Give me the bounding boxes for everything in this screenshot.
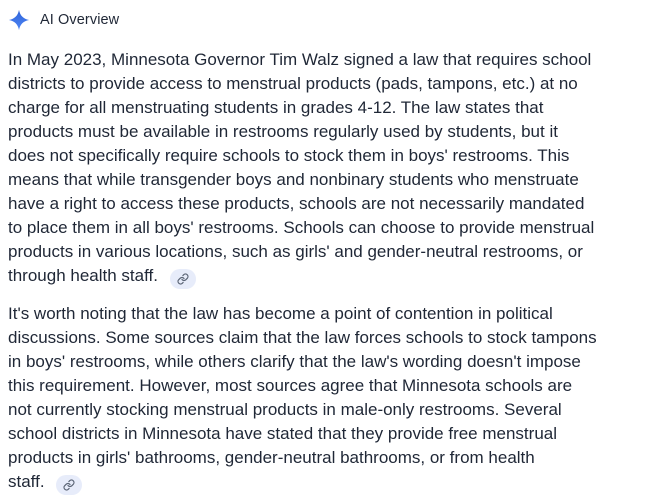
link-icon <box>63 479 75 491</box>
ai-overview-body <box>8 48 654 495</box>
paragraph-line: In May 2023, Minnesota Governor Tim Walz signed a law that requires school <box>8 50 592 69</box>
source-link-chip[interactable] <box>170 269 196 289</box>
paragraph <box>8 302 654 495</box>
paragraph-line: not currently stocking menstrual products in male-only restrooms. Several <box>8 400 562 419</box>
paragraph-line: to place them in all boys' restrooms. Schools can choose to provide menstrual <box>8 218 595 237</box>
link-icon <box>177 273 189 285</box>
paragraph-line: school districts in Minnesota have stated that they provide free menstrual <box>8 424 558 443</box>
paragraph-line: in boys' restrooms, while others clarify that the law's wording doesn't impose <box>8 352 581 371</box>
gemini-sparkle-icon <box>8 9 30 31</box>
paragraph-line: It's worth noting that the law has become a point of contention in political <box>8 304 553 323</box>
paragraph-line: means that while transgender boys and nonbinary students who menstruate <box>8 170 579 189</box>
paragraph-line: does not specifically require schools to stock them in boys' restrooms. This <box>8 146 570 165</box>
paragraph-line: products in girls' bathrooms, gender-neutral bathrooms, or from health <box>8 448 535 467</box>
source-link-chip[interactable] <box>56 475 82 495</box>
paragraph <box>8 48 654 289</box>
paragraph-line: districts to provide access to menstrual products (pads, tampons, etc.) at no <box>8 74 578 93</box>
paragraph-line: charge for all menstruating students in grades 4-12. The law states that <box>8 98 544 117</box>
ai-overview-header <box>8 8 654 32</box>
paragraph-line: have a right to access these products, schools are not necessarily mandated <box>8 194 585 213</box>
paragraph-line: products in various locations, such as girls' and gender-neutral restrooms, or <box>8 242 583 261</box>
paragraph-line: staff. <box>8 470 654 495</box>
paragraph-line: this requirement. However, most sources agree that Minnesota schools are <box>8 376 573 395</box>
ai-overview-title: AI Overview <box>40 12 120 28</box>
paragraph-line: through health staff. <box>8 264 654 289</box>
paragraph-line: discussions. Some sources claim that the law forces schools to stock tampons <box>8 328 597 347</box>
paragraph-line: products must be available in restrooms regularly used by students, but it <box>8 122 558 141</box>
